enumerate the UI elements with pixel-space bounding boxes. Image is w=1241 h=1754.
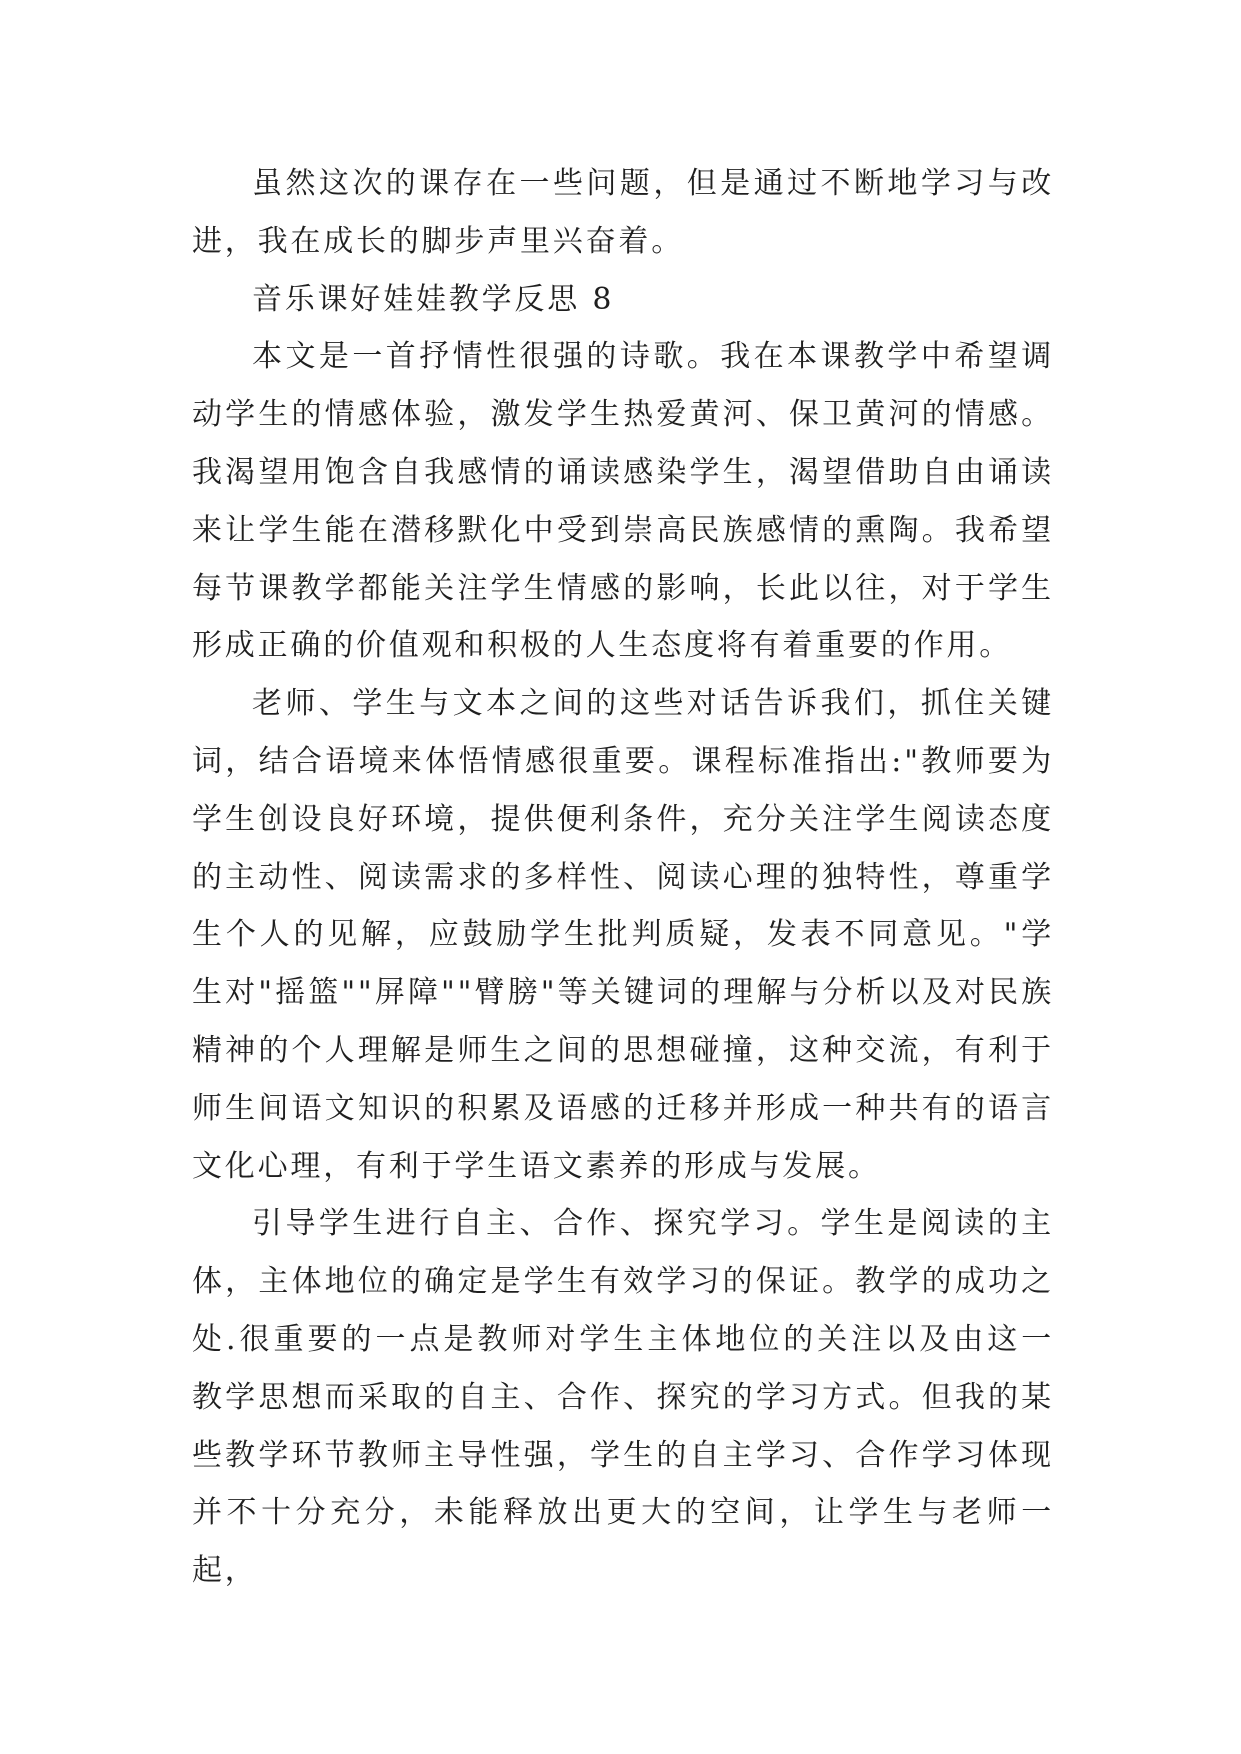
paragraph-closing-reflection: 虽然这次的课存在一些问题，但是通过不断地学习与改进，我在成长的脚步声里兴奋着。: [192, 166, 1054, 259]
paragraph-independent-learning: 引导学生进行自主、合作、探究学习。学生是阅读的主体，主体地位的确定是学生有效学习的保证。教学的成功之处.很重要的一点是教师对学生主体地位的关注以及由这一教学思想而采取的自主、合作、探究的学习方式。但我的某些教学环节教师主导性强，学生的自主学习、合作学习体现并不十分充分，未能释放出更大的空间，让学生与老师一起，: [192, 1206, 1054, 1589]
paragraph-dialogue-reflection: 老师、学生与文本之间的这些对话告诉我们，抓住关键词，结合语境来体悟情感很重要。课程标准指出:"教师要为学生创设良好环境，提供便利条件，充分关注学生阅读态度的主动性、阅读需求的多样性、阅读心理的独特性，尊重学生个人的见解，应鼓励学生批判质疑，发表不同意见。"学生对"摇篮""屏障""臂膀"等关键词的理解与分析以及对民族精神的个人理解是师生之间的思想碰撞，这种交流，有利于师生间语文知识的积累及语感的迁移并形成一种共有的语言文化心理，有利于学生语文素养的形成与发展。: [192, 686, 1054, 1184]
document-body: [192, 155, 1054, 1600]
section-heading: 音乐课好娃娃教学反思 8: [252, 281, 615, 317]
paragraph-lesson-goals: 本文是一首抒情性很强的诗歌。我在本课教学中希望调动学生的情感体验，激发学生热爱黄河、保卫黄河的情感。我渴望用饱含自我感情的诵读感染学生，渴望借助自由诵读来让学生能在潜移默化中受到崇高民族感情的熏陶。我希望每节课教学都能关注学生情感的影响，长此以往，对于学生形成正确的价值观和积极的人生态度将有着重要的作用。: [192, 339, 1054, 664]
